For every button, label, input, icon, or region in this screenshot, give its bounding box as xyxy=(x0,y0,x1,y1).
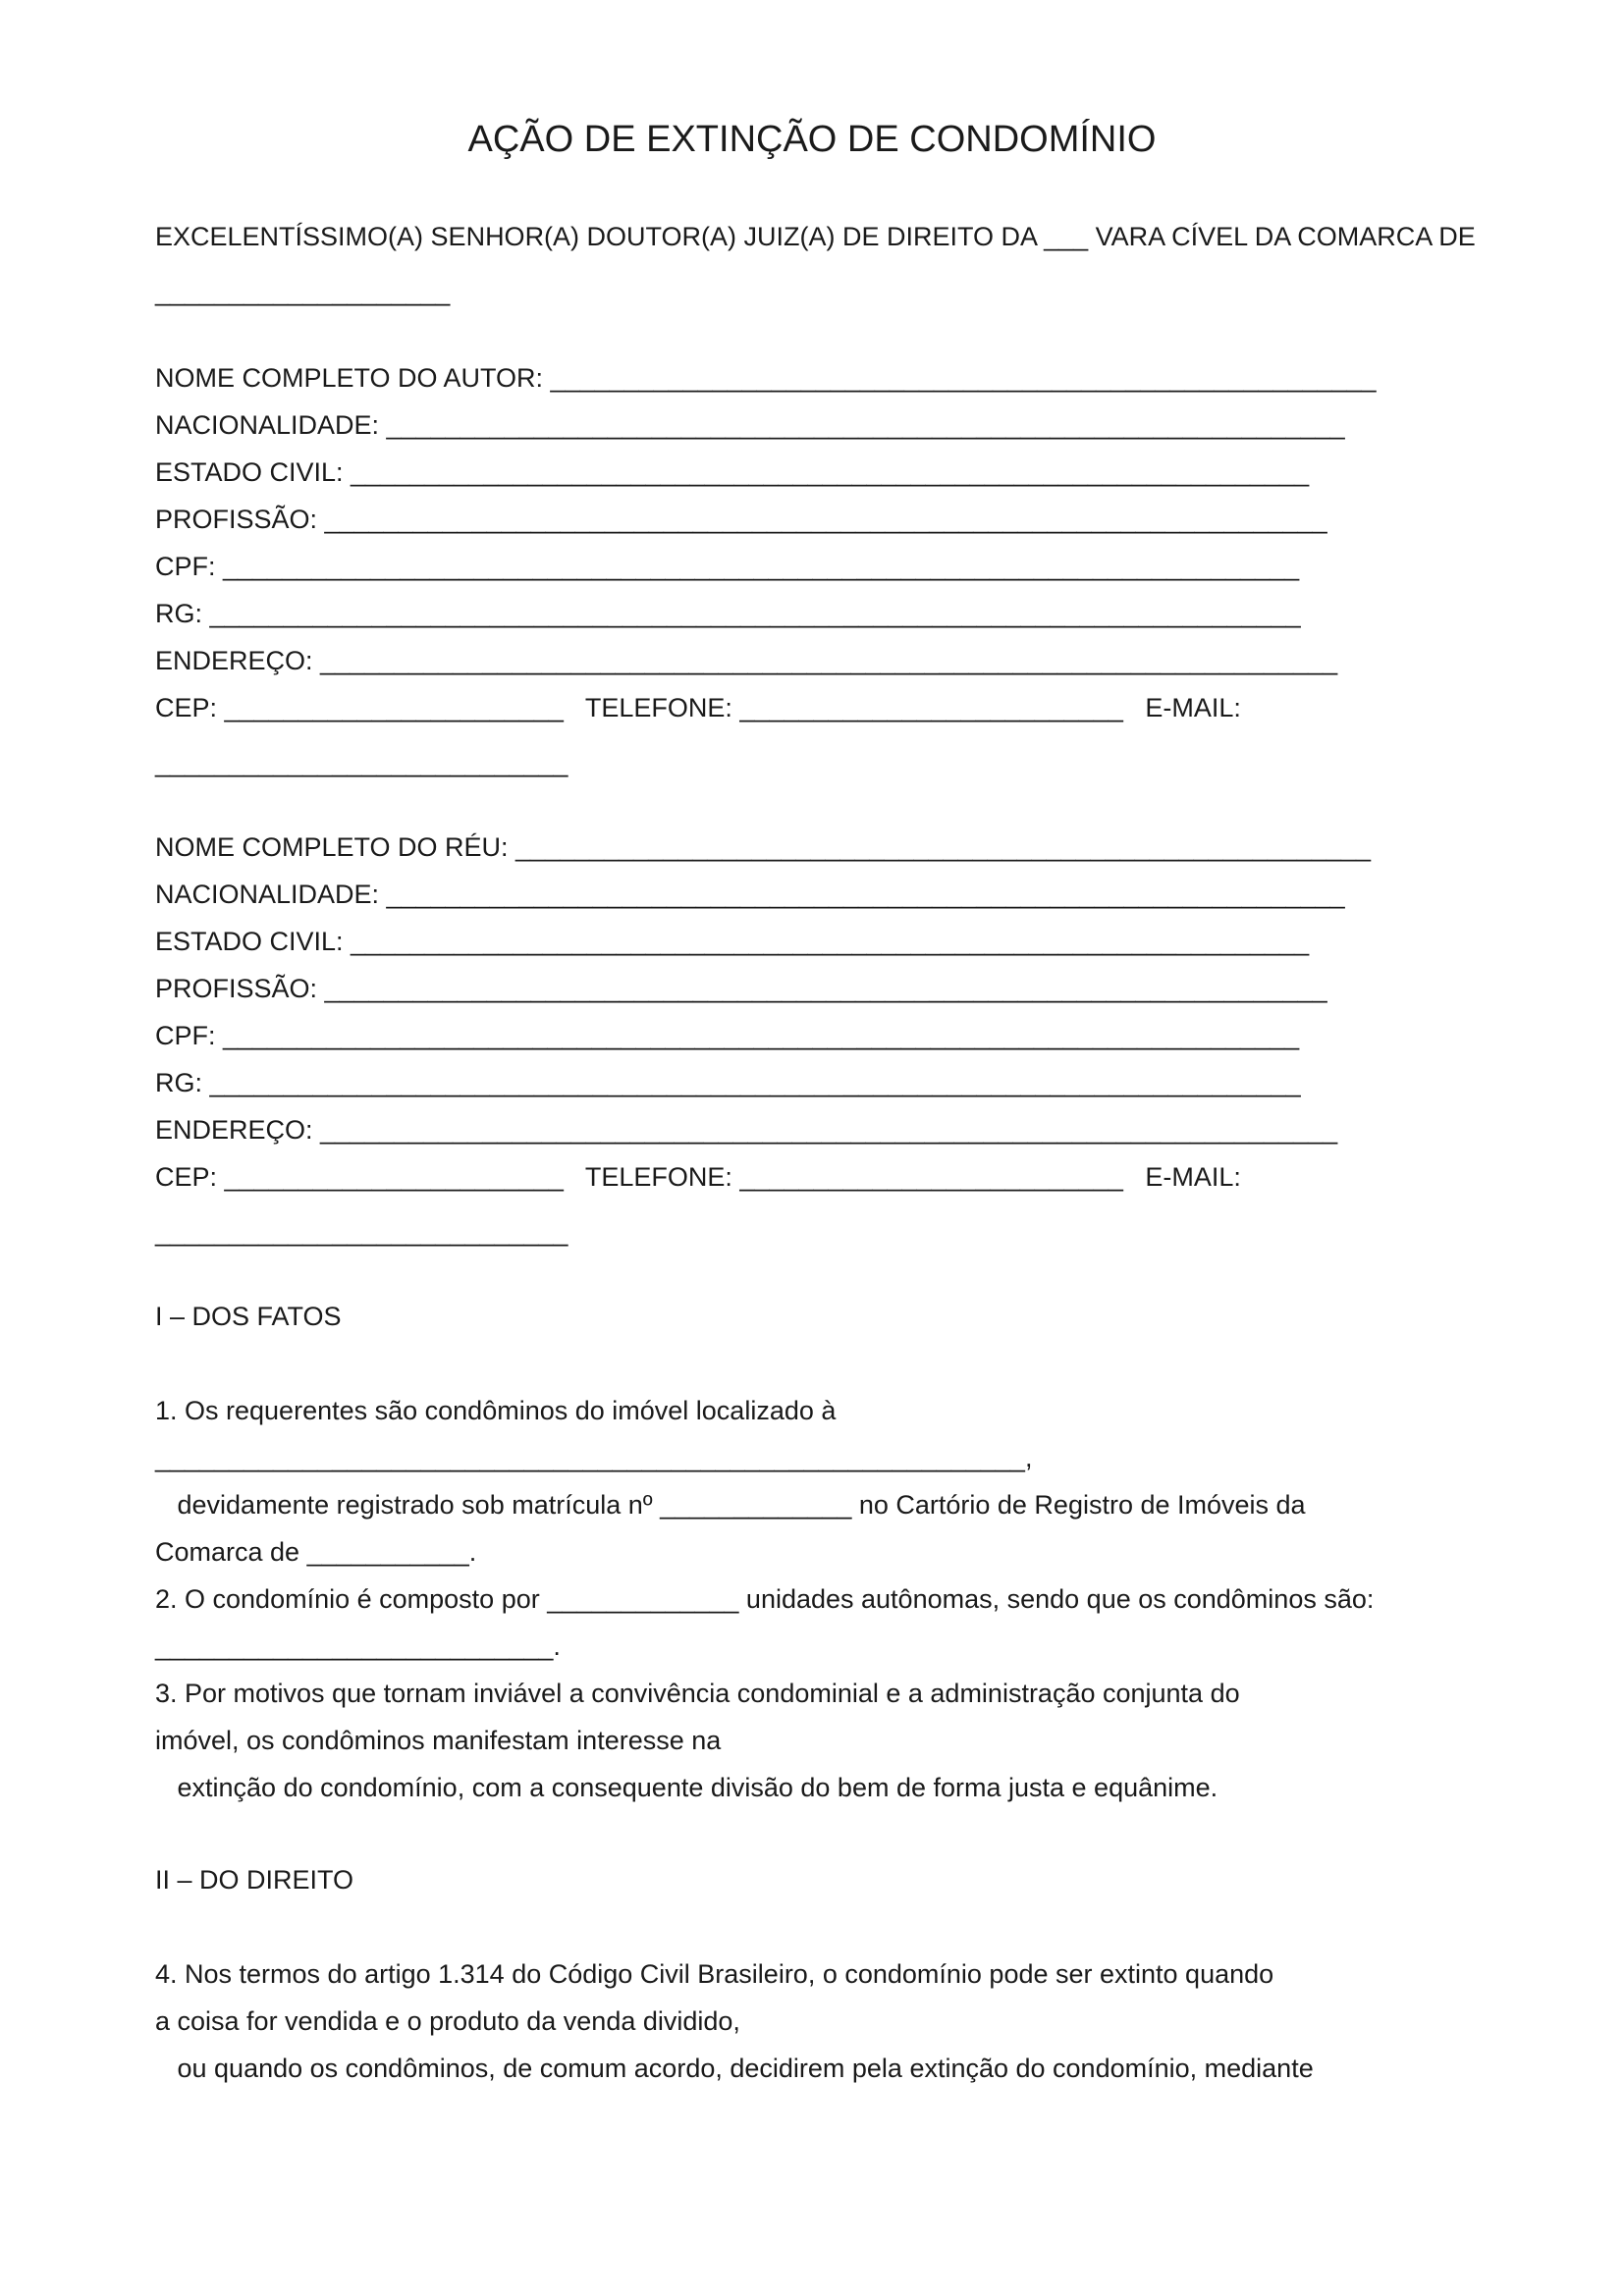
autor-nacionalidade-field: NACIONALIDADE: _________________________________________________________________ xyxy=(155,410,1345,440)
autor-email-blank: ____________________________ xyxy=(155,748,568,777)
reu-nome-field: NOME COMPLETO DO RÉU: __________________________________________________________ xyxy=(155,832,1371,862)
reu-endereco-field: ENDEREÇO: _____________________________________________________________________ xyxy=(155,1115,1338,1145)
section-heading-direito: II – DO DIREITO xyxy=(155,1865,354,1895)
autor-estado-civil-field: ESTADO CIVIL: _________________________________________________________________ xyxy=(155,457,1310,487)
reu-cpf-field: CPF: _________________________________________________________________________ xyxy=(155,1021,1300,1050)
header-line-2: ____________________ xyxy=(155,277,451,306)
fatos-line: devidamente registrado sob matrícula nº _____________ no Cartório de Registro de Imóveis da xyxy=(155,1490,1306,1520)
reu-profissao-field: PROFISSÃO: ____________________________________________________________________ xyxy=(155,974,1327,1003)
fatos-line: ___________________________________________________________, xyxy=(155,1443,1033,1472)
page-title: AÇÃO DE EXTINÇÃO DE CONDOMÍNIO xyxy=(467,119,1157,160)
autor-cpf-field: CPF: _________________________________________________________________________ xyxy=(155,552,1300,581)
header-line-1: EXCELENTÍSSIMO(A) SENHOR(A) DOUTOR(A) JUIZ(A) DE DIREITO DA ___ VARA CÍVEL DA COMARCA DE xyxy=(155,222,1476,251)
autor-endereco-field: ENDEREÇO: _____________________________________________________________________ xyxy=(155,646,1338,675)
autor-contato-field: CEP: _______________________ TELEFONE: __________________________ E-MAIL: xyxy=(155,693,1241,722)
fatos-line: Comarca de ___________. xyxy=(155,1537,477,1567)
autor-profissao-field: PROFISSÃO: ____________________________________________________________________ xyxy=(155,505,1327,534)
reu-rg-field: RG: __________________________________________________________________________ xyxy=(155,1068,1301,1097)
fatos-line: 3. Por motivos que tornam inviável a convivência condominial e a administração conjunta do xyxy=(155,1679,1240,1708)
autor-nome-field: NOME COMPLETO DO AUTOR: ________________________________________________________ xyxy=(155,363,1377,393)
reu-nacionalidade-field: NACIONALIDADE: _________________________________________________________________ xyxy=(155,880,1345,909)
reu-email-blank: ____________________________ xyxy=(155,1217,568,1247)
fatos-line: imóvel, os condôminos manifestam interesse na xyxy=(155,1726,722,1755)
direito-line: 4. Nos termos do artigo 1.314 do Código Civil Brasileiro, o condomínio pode ser extinto quando xyxy=(155,1959,1274,1989)
fatos-line: 2. O condomínio é composto por _____________ unidades autônomas, sendo que os condôminos são: xyxy=(155,1584,1375,1614)
fatos-line: ___________________________. xyxy=(155,1631,561,1661)
autor-rg-field: RG: __________________________________________________________________________ xyxy=(155,599,1301,628)
fatos-line: 1. Os requerentes são condôminos do imóvel localizado à xyxy=(155,1396,837,1425)
fatos-line: extinção do condomínio, com a consequente divisão do bem de forma justa e equânime. xyxy=(155,1773,1218,1802)
reu-contato-field: CEP: _______________________ TELEFONE: __________________________ E-MAIL: xyxy=(155,1162,1241,1192)
direito-line: ou quando os condôminos, de comum acordo, decidirem pela extinção do condomínio, mediante xyxy=(155,2054,1314,2083)
direito-line: a coisa for vendida e o produto da venda dividido, xyxy=(155,2006,740,2036)
reu-estado-civil-field: ESTADO CIVIL: _________________________________________________________________ xyxy=(155,927,1310,956)
section-heading-fatos: I – DOS FATOS xyxy=(155,1302,342,1331)
